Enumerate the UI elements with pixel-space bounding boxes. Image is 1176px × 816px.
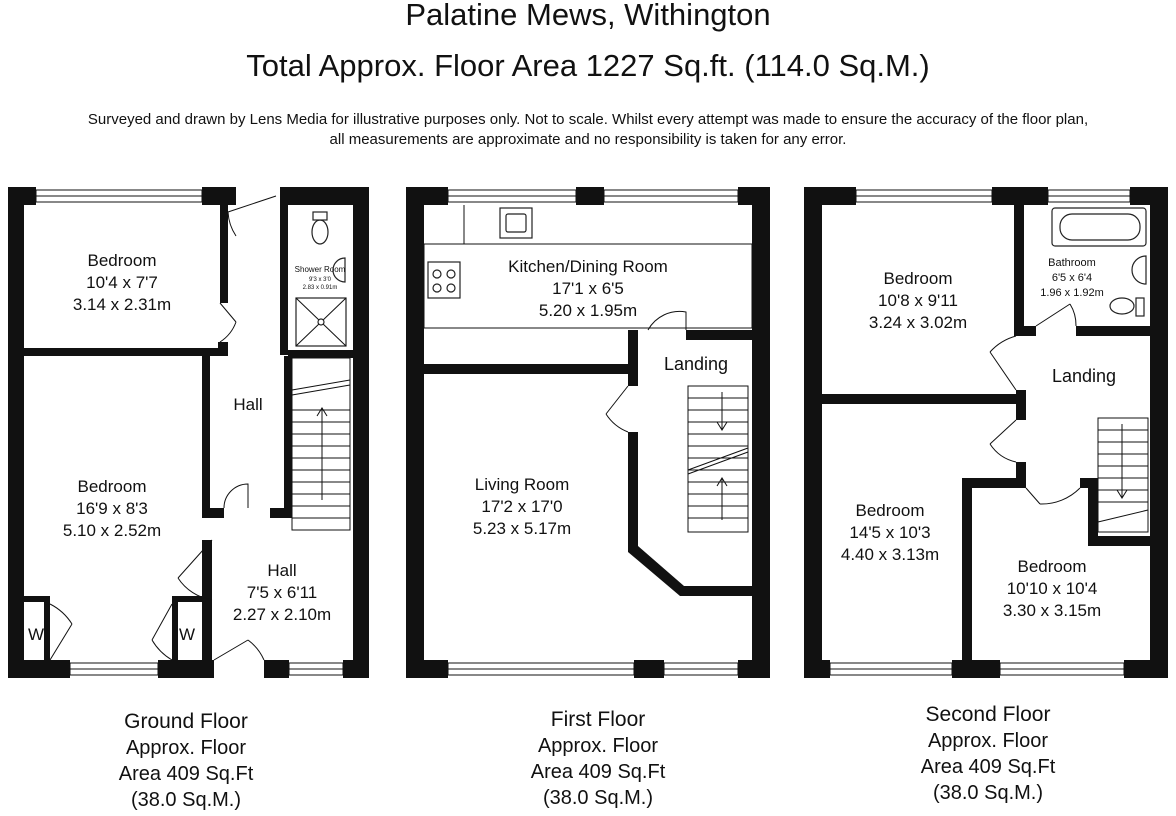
gf-wall-bottom-a bbox=[8, 660, 70, 678]
gf-wardrobe-right-door bbox=[152, 604, 172, 660]
ff-wall-landing-angled bbox=[628, 546, 752, 596]
sf-wall-bathroom-bottom bbox=[1076, 326, 1150, 336]
gf-rear-door-swing bbox=[214, 640, 264, 660]
second-floor-name: Second Floor bbox=[925, 703, 1051, 726]
ground-floor-name: Ground Floor bbox=[124, 710, 248, 733]
sf-bedroom-rear-door-swing bbox=[1026, 488, 1080, 504]
ff-wall-bottom-a bbox=[406, 660, 448, 678]
ff-kitchen-imperial: 17'1 x 6'5 bbox=[552, 279, 624, 298]
sf-wall-bathroom-left bbox=[1014, 205, 1024, 329]
ff-wall-right bbox=[752, 187, 770, 678]
gf-shower-room-name: Shower Room bbox=[294, 265, 346, 274]
ff-stair-treads bbox=[688, 398, 748, 518]
ground-floor-area-line3: (38.0 Sq.M.) bbox=[130, 789, 242, 811]
sf-wall-bottom-a bbox=[804, 660, 830, 678]
gf-wall-bedrooms-divider bbox=[24, 348, 224, 356]
gf-wall-right bbox=[353, 187, 369, 678]
sf-toilet-icon bbox=[1110, 298, 1134, 314]
sf-bedroom-rear-metric: 3.30 x 3.15m bbox=[1002, 601, 1102, 620]
sf-bathroom-metric: 1.96 x 1.92m bbox=[1040, 287, 1104, 299]
first-floor-area-line1: Approx. Floor bbox=[537, 735, 659, 757]
ff-wall-top-b bbox=[576, 187, 604, 205]
sf-wall-top-b bbox=[992, 187, 1048, 205]
ff-hob-icon bbox=[428, 262, 460, 298]
disclaimer-line-1: Surveyed and drawn by Lens Media for illustrative purposes only. Not to scale. Whilst every attempt was made to ensure the accuracy of the floor plan, bbox=[87, 111, 1089, 128]
ff-living-imperial: 17'2 x 17'0 bbox=[481, 497, 563, 516]
gf-wall-top-b bbox=[202, 187, 236, 205]
ff-wall-top-a bbox=[406, 187, 448, 205]
gf-wall-hall-left bbox=[202, 356, 210, 516]
sf-toilet-cistern-icon bbox=[1136, 298, 1144, 316]
sf-bedroom-middle-metric: 4.40 x 3.13m bbox=[840, 545, 940, 564]
ff-wall-landing-left-b bbox=[628, 432, 638, 550]
ff-wall-landing-left-a bbox=[628, 330, 638, 386]
ff-living-metric: 5.23 x 5.17m bbox=[472, 519, 572, 538]
ff-kitchen-name: Kitchen/Dining Room bbox=[508, 257, 668, 276]
total-floor-area: Total Approx. Floor Area 1227 Sq.ft. (114.0 Sq.M.) bbox=[246, 48, 930, 83]
sf-bedroom-middle-imperial: 14'5 x 10'3 bbox=[849, 523, 931, 542]
ff-living-door-swing bbox=[606, 386, 628, 432]
sf-wall-bottom-b bbox=[952, 660, 1000, 678]
gf-shower-room-metric: 2.83 x 0.91m bbox=[302, 285, 338, 291]
gf-hall-lower-imperial: 7'5 x 6'11 bbox=[246, 583, 318, 602]
gf-toilet-icon bbox=[312, 220, 328, 244]
gf-bedroom-rear-metric: 5.10 x 2.52m bbox=[62, 521, 162, 540]
first-floor-caption bbox=[498, 707, 698, 811]
first-floor-area-line2: Area 409 Sq.Ft bbox=[530, 761, 666, 783]
gf-wall-left bbox=[8, 187, 24, 678]
sf-wall-rear-bedroom-left bbox=[962, 478, 972, 660]
gf-hall-door-swing bbox=[224, 484, 248, 508]
gf-hall-upper-name: Hall bbox=[233, 395, 263, 414]
ff-wall-landing-top bbox=[686, 330, 752, 340]
first-floor-area-line3: (38.0 Sq.M.) bbox=[542, 787, 654, 809]
ff-wall-left bbox=[406, 187, 424, 678]
ff-kitchen-metric: 5.20 x 1.95m bbox=[538, 301, 638, 320]
sf-bathroom-door-swing bbox=[1036, 304, 1076, 326]
sf-wall-bedrooms-divider bbox=[822, 394, 1026, 404]
gf-wardrobe-left-door bbox=[50, 604, 72, 660]
ff-stair-up-arrow bbox=[717, 478, 727, 520]
gf-wall-bedroom-hall bbox=[220, 205, 228, 303]
second-floor-caption bbox=[888, 702, 1088, 806]
ground-floor-area-line2: Area 409 Sq.Ft bbox=[118, 763, 254, 785]
sf-wall-bathroom-stub-a bbox=[1014, 326, 1036, 336]
sf-wall-left bbox=[804, 187, 822, 678]
ff-kitchen-door-swing bbox=[648, 311, 686, 330]
gf-shower-room-imperial: 9'3 x 3'0 bbox=[309, 277, 331, 283]
sf-stair-treads bbox=[1098, 430, 1148, 522]
gf-toilet-cistern-icon bbox=[313, 212, 327, 220]
first-floor-plan bbox=[406, 187, 770, 678]
gf-wall-shower-left bbox=[280, 205, 288, 355]
sf-wall-bottom-c bbox=[1124, 660, 1168, 678]
gf-bedroom-rear-name: Bedroom bbox=[77, 477, 147, 496]
gf-wall-lower-hall-b bbox=[202, 600, 212, 660]
gf-hall-lower-name: Hall bbox=[267, 561, 297, 580]
ground-floor-area-line1: Approx. Floor bbox=[125, 737, 247, 759]
sf-wall-stair-side bbox=[1088, 478, 1098, 544]
sf-wall-stair-bottom bbox=[1088, 536, 1150, 546]
sf-bedroom-rear-imperial: 10'10 x 10'4 bbox=[1006, 579, 1098, 598]
ground-floor-caption bbox=[86, 709, 286, 813]
gf-wardrobe-left-label: W bbox=[27, 625, 45, 644]
ff-wall-bottom-c bbox=[738, 660, 770, 678]
gf-wardrobe-left-side bbox=[44, 596, 50, 660]
second-floor-area-line3: (38.0 Sq.M.) bbox=[932, 782, 1044, 804]
gf-bedroom-front-name: Bedroom bbox=[87, 251, 157, 270]
sf-basin-icon bbox=[1132, 256, 1146, 284]
sf-bathroom-imperial: 6'5 x 6'4 bbox=[1051, 272, 1093, 284]
disclaimer-line-2: all measurements are approximate and no responsibility is taken for any error. bbox=[329, 131, 847, 148]
sf-bedroom-front-imperial: 10'8 x 9'11 bbox=[878, 291, 958, 310]
sf-bedroom-middle-name: Bedroom bbox=[855, 501, 925, 520]
plan-title: Palatine Mews, Withington bbox=[405, 0, 771, 32]
ground-floor-plan bbox=[8, 187, 369, 678]
ff-landing-name: Landing bbox=[663, 354, 729, 374]
ff-wall-living-top bbox=[424, 364, 636, 374]
sf-wall-top-a bbox=[804, 187, 856, 205]
sf-bedroom-rear-name: Bedroom bbox=[1017, 557, 1087, 576]
gf-wall-bottom-b bbox=[158, 660, 214, 678]
sf-bedroom-front-door-swing bbox=[990, 336, 1016, 390]
sf-landing-name: Landing bbox=[1051, 366, 1117, 386]
first-floor-name: First Floor bbox=[550, 708, 646, 731]
gf-staircase bbox=[292, 358, 350, 530]
sf-bedroom-front-metric: 3.24 x 3.02m bbox=[868, 313, 968, 332]
second-floor-area-line1: Approx. Floor bbox=[927, 730, 1049, 752]
second-floor-area-line2: Area 409 Sq.Ft bbox=[920, 756, 1056, 778]
gf-wardrobe-right-side bbox=[172, 596, 178, 660]
sf-wall-right bbox=[1150, 187, 1168, 678]
sf-bathroom-name: Bathroom bbox=[1048, 257, 1096, 269]
ff-wall-top-c bbox=[738, 187, 770, 205]
gf-bedroom-rear-imperial: 16'9 x 8'3 bbox=[76, 499, 148, 518]
gf-wall-bottom-d bbox=[343, 660, 369, 678]
gf-wall-bottom-c bbox=[264, 660, 289, 678]
ff-living-name: Living Room bbox=[474, 475, 570, 494]
gf-wardrobe-right-label: W bbox=[178, 625, 196, 644]
sf-bedroom-middle-door-swing bbox=[990, 420, 1016, 462]
sf-staircase bbox=[1098, 418, 1148, 532]
sf-bedroom-front-name: Bedroom bbox=[883, 269, 953, 288]
gf-hall-lower-metric: 2.27 x 2.10m bbox=[232, 605, 332, 624]
gf-bedroom-front-imperial: 10'4 x 7'7 bbox=[86, 273, 158, 292]
gf-stair-treads bbox=[292, 380, 350, 518]
gf-wall-stair-left bbox=[284, 356, 292, 516]
sf-wall-landing-stub-a bbox=[1016, 390, 1026, 420]
ff-wall-bottom-b bbox=[634, 660, 664, 678]
gf-wall-top-c bbox=[280, 187, 369, 205]
gf-bedroom-front-metric: 3.14 x 2.31m bbox=[72, 295, 172, 314]
gf-wall-top-a bbox=[8, 187, 36, 205]
second-floor-plan bbox=[804, 187, 1168, 678]
gf-wall-hall-stub-left bbox=[202, 508, 224, 518]
gf-wall-stub bbox=[218, 342, 228, 356]
sf-wall-top-c bbox=[1130, 187, 1168, 205]
sf-stair-down-arrow bbox=[1117, 424, 1127, 498]
gf-wall-shower-bottom bbox=[288, 350, 353, 358]
gf-bedroom-door-swing bbox=[220, 303, 236, 342]
